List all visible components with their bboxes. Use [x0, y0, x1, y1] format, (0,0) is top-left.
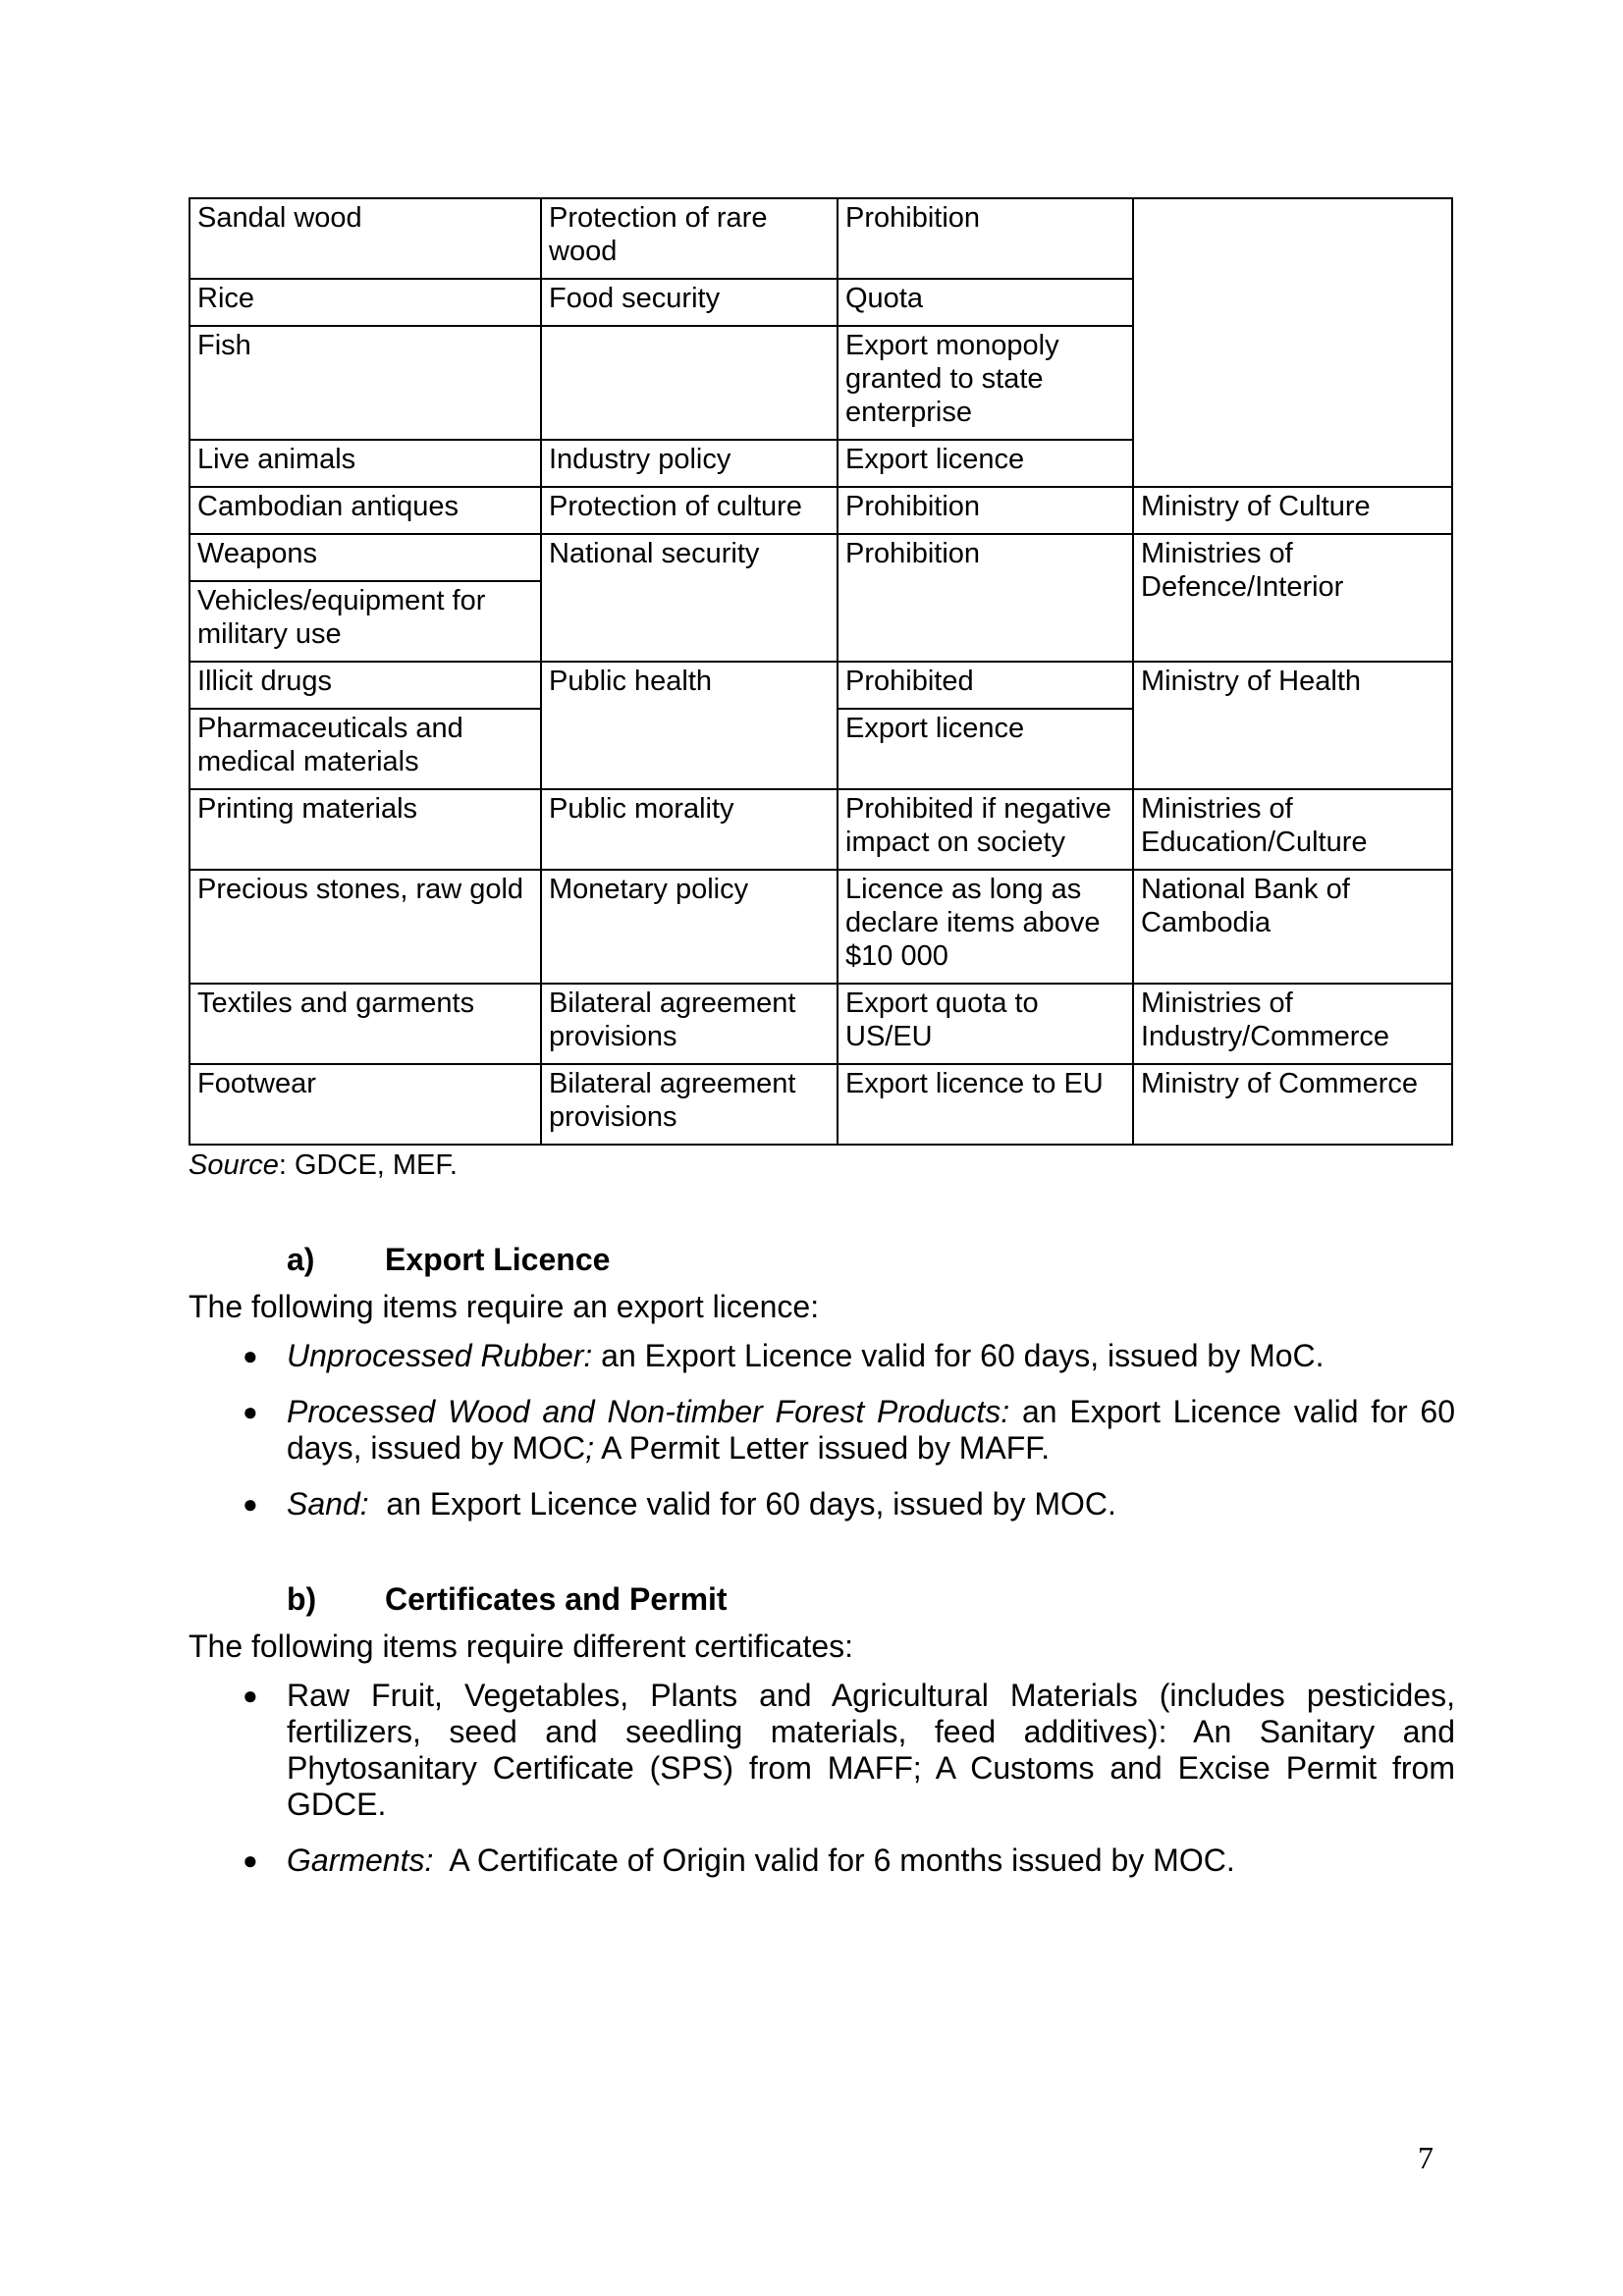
table-cell: Ministry of Health — [1133, 662, 1452, 789]
table-cell: Industry policy — [541, 440, 838, 487]
table-cell: Bilateral agreement provisions — [541, 1064, 838, 1145]
table-cell: National Bank of Cambodia — [1133, 870, 1452, 984]
item-text: A Certificate of Origin valid for 6 months issued by MOC. — [433, 1842, 1235, 1878]
table-cell: Prohibited if negative impact on society — [838, 789, 1133, 870]
source-label: Source — [189, 1149, 279, 1181]
table-cell: Illicit drugs — [189, 662, 541, 709]
bullet-icon: ● — [243, 1397, 258, 1426]
table-cell: Licence as long as declare items above $10 000 — [838, 870, 1133, 984]
section-b-intro: The following items require different certificates: — [189, 1629, 854, 1664]
table-cell: Ministries of Industry/Commerce — [1133, 984, 1452, 1064]
table-cell: Precious stones, raw gold — [189, 870, 541, 984]
section-a-intro: The following items require an export licence: — [189, 1289, 820, 1324]
table-cell: Export monopoly granted to state enterprise — [838, 326, 1133, 440]
table-cell: Textiles and garments — [189, 984, 541, 1064]
item-text: an Export Licence valid for 60 days, issued by MoC. — [592, 1338, 1325, 1373]
table-row — [189, 534, 1452, 581]
table-cell: Ministry of Commerce — [1133, 1064, 1452, 1145]
section-a-heading — [189, 1240, 1455, 1279]
table-cell: Pharmaceuticals and medical materials — [189, 709, 541, 789]
table-row — [189, 870, 1452, 984]
table-row — [189, 984, 1452, 1064]
table-cell: Weapons — [189, 534, 541, 581]
source-text: : GDCE, MEF. — [278, 1149, 458, 1181]
table-cell: Quota — [838, 279, 1133, 326]
table-cell: Public morality — [541, 789, 838, 870]
table-cell: Ministry of Culture — [1133, 487, 1452, 534]
section-b-number: b) — [287, 1581, 317, 1617]
section-b-list — [189, 1678, 1455, 1879]
page-number: 7 — [1418, 2140, 1434, 2175]
table-cell: Export licence — [838, 709, 1133, 789]
table-row — [189, 1064, 1452, 1145]
table-cell: Public health — [541, 662, 838, 789]
item-term: ; — [585, 1430, 594, 1466]
item-term: Garments: — [287, 1842, 434, 1878]
page-content — [189, 197, 1455, 1898]
table-cell: National security — [541, 534, 838, 662]
bullet-icon: ● — [243, 1681, 258, 1710]
table-cell: Printing materials — [189, 789, 541, 870]
table-cell: Ministries of Education/Culture — [1133, 789, 1452, 870]
item-term: Unprocessed Rubber: — [287, 1338, 593, 1373]
table-cell: Sandal wood — [189, 198, 541, 279]
table-cell: Export quota to US/EU — [838, 984, 1133, 1064]
table-cell: Prohibition — [838, 198, 1133, 279]
item-text: Raw Fruit, Vegetables, Plants and Agricultural Materials (includes pesticides, fertilizers, seed and seedling materials, feed additives): An Sanitary and Phytosanitary Certificate (SPS) from MAFF; A Customs and Excise Permit from GDCE. — [287, 1678, 1455, 1822]
table-cell-empty — [1133, 198, 1452, 487]
table-cell: Prohibition — [838, 534, 1133, 662]
table-cell: Bilateral agreement provisions — [541, 984, 838, 1064]
list-item — [189, 1678, 1455, 1823]
list-item — [189, 1394, 1455, 1467]
list-item — [189, 1842, 1455, 1879]
table-cell: Export licence to EU — [838, 1064, 1133, 1145]
item-term: Sand: — [287, 1486, 369, 1522]
section-b-heading — [189, 1579, 1455, 1619]
bullet-icon: ● — [243, 1489, 258, 1519]
list-item — [189, 1486, 1455, 1522]
table-row — [189, 487, 1452, 534]
table-cell: Live animals — [189, 440, 541, 487]
section-a-number: a) — [287, 1242, 315, 1277]
table-cell — [541, 326, 838, 440]
table-cell: Vehicles/equipment for military use — [189, 581, 541, 662]
table-cell: Footwear — [189, 1064, 541, 1145]
table-cell: Protection of rare wood — [541, 198, 838, 279]
table-row — [189, 662, 1452, 709]
item-text: an Export Licence valid for 60 days, issued by MOC. — [368, 1486, 1116, 1522]
export-restrictions-table — [189, 197, 1453, 1146]
table-row — [189, 198, 1452, 279]
item-term: Processed Wood and Non-timber Forest Products: — [287, 1394, 1010, 1429]
table-source — [189, 1148, 1455, 1183]
list-item — [189, 1338, 1455, 1374]
item-text: an Export Licence valid for 60 days, issued by MOC — [287, 1394, 1456, 1466]
bullet-icon: ● — [243, 1845, 258, 1875]
table-cell: Fish — [189, 326, 541, 440]
table-cell: Protection of culture — [541, 487, 838, 534]
section-a-title: Export Licence — [385, 1242, 611, 1277]
table-row — [189, 789, 1452, 870]
section-b-title: Certificates and Permit — [385, 1581, 728, 1617]
table-cell: Prohibition — [838, 487, 1133, 534]
table-cell: Ministries of Defence/Interior — [1133, 534, 1452, 662]
item-text: A Permit Letter issued by MAFF. — [594, 1430, 1051, 1466]
table-cell: Monetary policy — [541, 870, 838, 984]
table-cell: Export licence — [838, 440, 1133, 487]
table-cell: Food security — [541, 279, 838, 326]
table-cell: Prohibited — [838, 662, 1133, 709]
table-cell: Rice — [189, 279, 541, 326]
table-cell: Cambodian antiques — [189, 487, 541, 534]
bullet-icon: ● — [243, 1341, 258, 1370]
section-a-list — [189, 1338, 1455, 1522]
